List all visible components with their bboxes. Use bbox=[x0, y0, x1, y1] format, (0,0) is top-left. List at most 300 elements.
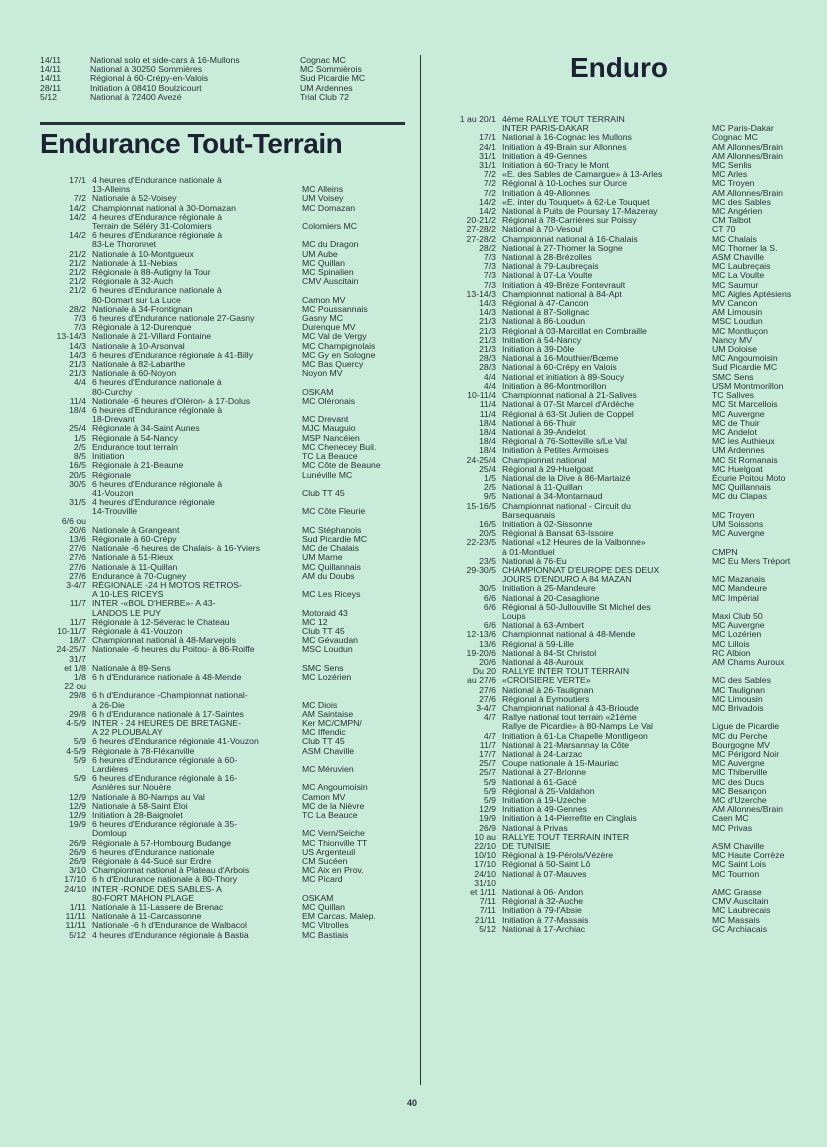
event-date: 5/9 bbox=[483, 776, 496, 787]
event-name: Initiation bbox=[92, 452, 125, 462]
event-row bbox=[40, 921, 407, 930]
event-row bbox=[40, 369, 407, 378]
event-name: Régional à 19-Pérols/Vézère bbox=[502, 851, 614, 861]
event-club: US Argenteuil bbox=[302, 847, 356, 857]
event-club: MC Auvergne bbox=[712, 759, 765, 769]
event-club: SMC Sens bbox=[302, 663, 344, 673]
event-row bbox=[40, 332, 407, 341]
event-date: 10 au bbox=[474, 831, 496, 842]
event-row bbox=[40, 517, 407, 526]
event-row bbox=[40, 185, 407, 194]
event-club bbox=[712, 566, 822, 575]
event-name: 6 heures d'Endurance nationale 27-Gasny bbox=[92, 314, 255, 324]
event-club: MC Taulignan bbox=[712, 685, 765, 695]
event-date: 10-11/4 bbox=[467, 390, 496, 401]
event-date: 27-28/2 bbox=[466, 224, 496, 235]
event-date: 11/4 bbox=[479, 408, 496, 419]
event-name: Nationale à 11-Quillan bbox=[92, 562, 178, 572]
event-name: National à 34-Montarnaud bbox=[502, 492, 603, 502]
event-date: 7/3 bbox=[483, 252, 496, 263]
event-date: 13/6 bbox=[479, 638, 496, 649]
event-club: Cognac MC bbox=[300, 56, 346, 65]
event-row bbox=[40, 572, 407, 581]
event-date: 29/8 bbox=[69, 708, 86, 719]
event-name: National à 17-Archiac bbox=[502, 924, 586, 934]
event-date: 10-11/7 bbox=[57, 625, 86, 636]
event-club: UM Ardennes bbox=[300, 83, 353, 93]
event-club: MC Angoumoisin bbox=[302, 783, 368, 793]
event-date: 25/7 bbox=[479, 767, 496, 778]
event-date: 20/6 bbox=[479, 656, 496, 667]
event-date: 21/2 bbox=[69, 285, 86, 296]
event-date: 13-14/3 bbox=[466, 288, 496, 299]
event-row bbox=[40, 765, 407, 774]
event-row bbox=[40, 231, 407, 240]
event-date: 24/10 bbox=[474, 868, 496, 879]
event-club: USM Montmorillon bbox=[712, 381, 784, 391]
event-name: National à 72400 Avezé bbox=[90, 92, 182, 102]
event-club bbox=[712, 502, 822, 511]
event-name: National à 11-Quillan bbox=[502, 483, 583, 493]
event-club: MC Iffendic bbox=[302, 728, 346, 738]
event-club: Nancy MV bbox=[712, 335, 753, 345]
event-name: 4 heures d'Endurance régionale à bbox=[92, 212, 223, 222]
event-row bbox=[40, 673, 407, 682]
event-date: 23/5 bbox=[479, 555, 496, 566]
event-date: 5/9 bbox=[73, 754, 86, 765]
event-club: MC d'Uzerche bbox=[712, 796, 767, 806]
event-date: 4/7 bbox=[483, 730, 496, 741]
event-name: Championnat national à 48-Marvejols bbox=[92, 636, 236, 646]
event-date: 14/2 bbox=[69, 202, 86, 213]
event-club bbox=[712, 833, 822, 842]
event-row bbox=[40, 535, 407, 544]
event-club: MC Stéphanois bbox=[302, 525, 362, 535]
event-row bbox=[40, 737, 407, 746]
event-club: MC Quillannais bbox=[302, 562, 361, 572]
event-date: 5/9 bbox=[73, 773, 86, 784]
event-date: 14/3 bbox=[69, 340, 86, 351]
event-name: 6 heures d'Endurance régionale à bbox=[92, 231, 223, 241]
event-date: 21/2 bbox=[69, 248, 86, 259]
event-name: Régionale à 34-Saint Aunes bbox=[92, 424, 200, 434]
event-name: Régionale à 44-Sucé sur Erdre bbox=[92, 857, 212, 867]
event-name: Championnat national bbox=[502, 455, 587, 465]
event-name: Initiation à 49-Gennes bbox=[502, 151, 588, 161]
event-name: National à 86-Loudun bbox=[502, 317, 586, 327]
event-club: Camon MV bbox=[302, 792, 346, 802]
event-club bbox=[302, 691, 407, 700]
event-club: MC Angérien bbox=[712, 207, 763, 217]
event-name: Régional à 78-Carrières sur Poissy bbox=[502, 216, 637, 226]
event-club bbox=[302, 581, 407, 590]
event-club: MC Bastiais bbox=[302, 930, 349, 940]
event-row bbox=[432, 603, 822, 612]
event-name: Terrain de Séléry 31-Colomiers bbox=[92, 222, 212, 232]
event-row bbox=[40, 581, 407, 590]
event-row bbox=[432, 538, 822, 547]
event-club: MC Thomer la S. bbox=[712, 243, 778, 253]
event-row bbox=[40, 250, 407, 259]
event-date: 19-20/6 bbox=[466, 647, 496, 658]
event-date: 30/5 bbox=[69, 478, 86, 489]
event-name: Initiation à 08410 Boulzicourt bbox=[90, 83, 202, 93]
event-name: Nationale à 82-Labarthe bbox=[92, 360, 186, 370]
event-name: National à 16-Cognac les Mullons bbox=[502, 133, 632, 143]
event-name: INTER -RONDE DES SABLES- A bbox=[92, 884, 222, 894]
event-row bbox=[40, 544, 407, 553]
event-name: Nationale à 11-Lassere de Brenac bbox=[92, 903, 224, 913]
event-date: 24-25/4 bbox=[466, 454, 496, 465]
event-row bbox=[40, 286, 407, 295]
event-date: 3-4/7 bbox=[66, 579, 86, 590]
event-name: Nationale à 11-Nebias bbox=[92, 258, 178, 268]
event-name: Initiation à 39-Dôle bbox=[502, 345, 575, 355]
event-date: 11/7 bbox=[69, 616, 86, 627]
event-club: UM Doloise bbox=[712, 345, 757, 355]
event-date: 12/9 bbox=[479, 804, 496, 815]
event-date: 7/3 bbox=[483, 270, 496, 281]
event-club: MSC Loudun bbox=[712, 317, 763, 327]
event-club bbox=[302, 756, 407, 765]
event-name: A 22 PLOUBALAY bbox=[92, 728, 163, 738]
event-name: National à 60-Crépy en Valois bbox=[502, 363, 617, 373]
event-club: UM Marne bbox=[302, 553, 343, 563]
event-club: UM Soissons bbox=[712, 519, 764, 529]
event-date: 22/10 bbox=[474, 841, 496, 852]
event-club: MC St Marcellois bbox=[712, 400, 778, 410]
event-name: Nationale à Grangeant bbox=[92, 525, 180, 535]
event-club: MC Privas bbox=[712, 823, 753, 833]
event-date: 17/1 bbox=[479, 132, 496, 143]
event-club bbox=[712, 713, 822, 722]
event-name: National à 06- Andon bbox=[502, 888, 584, 898]
event-club: CMV Auscitain bbox=[712, 897, 769, 907]
event-row bbox=[40, 240, 407, 249]
event-name: Nationale à 80-Namps au Val bbox=[92, 792, 205, 802]
event-club bbox=[302, 885, 407, 894]
event-club: AMC Grasse bbox=[712, 888, 762, 898]
event-date: 26/9 bbox=[69, 856, 86, 867]
event-date: 31/5 bbox=[69, 497, 86, 508]
event-row bbox=[40, 204, 407, 213]
event-date: 28/3 bbox=[479, 353, 496, 364]
event-row bbox=[40, 498, 407, 507]
event-club bbox=[712, 603, 822, 612]
event-name: Initiation à 86-Montmorillon bbox=[502, 381, 607, 391]
event-name: 6 h d'Endurance nationale à 48-Mende bbox=[92, 672, 242, 682]
event-club: MC Andelot bbox=[712, 427, 757, 437]
event-club: Durenque MV bbox=[302, 323, 356, 333]
event-date: 28/11 bbox=[40, 82, 62, 93]
event-name: Initiation à 49-Brain sur Allonnes bbox=[502, 142, 627, 152]
event-club: MC Saumur bbox=[712, 280, 759, 290]
event-name: Régionale à 21-Beaune bbox=[92, 461, 184, 471]
event-date: 21/3 bbox=[69, 368, 86, 379]
event-name: «E. des Sables de Camargue» à 13-Arles bbox=[502, 170, 663, 180]
event-club: CT 70 bbox=[712, 225, 736, 235]
event-club: UM Voisey bbox=[302, 194, 344, 204]
event-date: 3-4/7 bbox=[476, 703, 496, 713]
event-date: 14/11 bbox=[40, 73, 62, 84]
event-row bbox=[40, 342, 407, 351]
event-name: Initiation à 49-Gennes bbox=[502, 805, 588, 815]
event-name: Championnat national à 30-Domazan bbox=[92, 203, 236, 213]
event-club: MC de Thuir bbox=[712, 418, 760, 428]
event-date: 11/7 bbox=[479, 739, 496, 750]
event-club: MC Aigles Aptésiens bbox=[712, 289, 792, 299]
event-club: Motoraid 43 bbox=[302, 608, 348, 618]
top-event-list bbox=[40, 56, 400, 102]
event-row bbox=[40, 56, 400, 65]
event-date: 18/4 bbox=[479, 417, 496, 428]
event-row bbox=[40, 875, 407, 884]
event-club: TC La Beauce bbox=[302, 811, 358, 821]
event-name: Initiation à 14-Pierrefite en Cinglais bbox=[502, 814, 637, 824]
event-date: 20-21/2 bbox=[466, 215, 496, 226]
event-row bbox=[40, 489, 407, 498]
event-date: 6/6 bbox=[483, 620, 496, 631]
event-club: MC Massais bbox=[712, 915, 760, 925]
event-name: Régional à 47-Cancon bbox=[502, 299, 589, 309]
event-name: INTER - 24 HEURES DE BRETAGNE- bbox=[92, 718, 241, 728]
event-date: 31/1 bbox=[479, 150, 496, 161]
event-date: 19/9 bbox=[69, 819, 86, 830]
event-name: National à 39-Andelot bbox=[502, 427, 586, 437]
event-club: MC Troyen bbox=[712, 179, 755, 189]
event-name: Lardières bbox=[92, 765, 129, 774]
event-name: Initiation à 54-Nancy bbox=[502, 335, 582, 345]
event-club: Lunéville MC bbox=[302, 470, 353, 480]
event-club: MC Drevant bbox=[302, 415, 349, 425]
event-club: MC de la Nièvre bbox=[302, 801, 365, 811]
event-club: MC Les Riceys bbox=[302, 590, 361, 600]
event-club: MC Impérial bbox=[712, 593, 759, 603]
event-row bbox=[40, 811, 407, 820]
event-name: National à 27-Thomer la Sogne bbox=[502, 243, 623, 253]
event-club: MC Chalais bbox=[712, 234, 757, 244]
event-name: Régionale bbox=[92, 470, 132, 480]
event-row bbox=[40, 931, 407, 940]
event-date: 12/9 bbox=[69, 800, 86, 811]
event-club: Trial Club 72 bbox=[300, 92, 349, 102]
section-title-endurance: Endurance Tout-Terrain bbox=[40, 128, 343, 159]
event-name: 6 heures d'Endurance nationale bbox=[92, 847, 215, 857]
event-row bbox=[40, 590, 407, 599]
event-name: Nationale à 10-Montgueux bbox=[92, 249, 194, 259]
event-name: National de la Dive à 86-Martaizé bbox=[502, 473, 631, 483]
event-club: MC Côte Fleurie bbox=[302, 507, 366, 517]
event-club: Club TT 45 bbox=[302, 626, 345, 636]
event-name: Nationale à 34-Frontignan bbox=[92, 304, 193, 314]
event-club: AM Limousin bbox=[712, 308, 763, 318]
event-row bbox=[40, 682, 407, 691]
event-date: 13/6 bbox=[69, 533, 86, 544]
event-club: MC Mazanais bbox=[712, 575, 766, 585]
page-number: 40 bbox=[407, 1098, 418, 1108]
event-date: 10/10 bbox=[474, 850, 496, 861]
event-club: MC Chenecey Buil. bbox=[302, 442, 377, 452]
event-date: 5/12 bbox=[40, 91, 57, 102]
event-name: 6 h d'Endurance -Championnat national- bbox=[92, 691, 248, 701]
event-date: 18/4 bbox=[479, 426, 496, 437]
event-name bbox=[92, 517, 302, 526]
event-row bbox=[40, 406, 407, 415]
event-club: MC Lozérien bbox=[712, 630, 762, 640]
event-name: 6 h d'Endurance nationale à 80-Thory bbox=[92, 875, 238, 885]
event-row bbox=[40, 434, 407, 443]
section-rule bbox=[40, 122, 405, 125]
event-date: 26/9 bbox=[69, 846, 86, 857]
event-row bbox=[40, 213, 407, 222]
event-date: 18/4 bbox=[479, 445, 496, 456]
event-row bbox=[40, 710, 407, 719]
event-name: 6 heures d'Endurance régionale à 35- bbox=[92, 820, 238, 830]
event-name: Nationale -6 h d'Endurance de Walbacol bbox=[92, 921, 247, 931]
event-club: Cognac MC bbox=[712, 133, 758, 143]
event-club: MV Cancon bbox=[712, 299, 758, 309]
event-club: MC Brivadois bbox=[712, 704, 764, 713]
event-name: Nationale à 11-Carcassonne bbox=[92, 912, 202, 922]
event-club: MC Sommièrois bbox=[300, 65, 362, 75]
event-row bbox=[432, 115, 822, 124]
event-club: MC les Authieux bbox=[712, 437, 775, 447]
event-name: INTER -«BOL D'HERBE»- A 43- bbox=[92, 599, 216, 609]
event-name: National à 07-St Marcel d'Ardèche bbox=[502, 400, 635, 410]
event-date: 14/2 bbox=[479, 206, 496, 217]
event-name bbox=[92, 655, 302, 664]
event-date: 14/11 bbox=[40, 55, 62, 65]
event-date: 4/4 bbox=[483, 380, 496, 391]
event-row bbox=[40, 277, 407, 286]
event-row bbox=[40, 378, 407, 387]
event-club: Ker MC/CMPN/ bbox=[302, 718, 362, 728]
event-name: Championnat national à 16-Chalais bbox=[502, 234, 638, 244]
event-name: 83-Le Thoronnet bbox=[92, 240, 157, 250]
event-club: UM Ardennes bbox=[712, 446, 765, 456]
event-row bbox=[40, 719, 407, 728]
event-name: Endurance tout terrain bbox=[92, 442, 178, 452]
event-date: 11/4 bbox=[69, 395, 86, 406]
event-club: MC St Romanais bbox=[712, 455, 778, 465]
event-date: 17/1 bbox=[69, 175, 86, 185]
event-name: 80-Curchy bbox=[92, 387, 133, 397]
event-club: AM Allonnes/Brain bbox=[712, 188, 783, 198]
event-row bbox=[40, 268, 407, 277]
event-row bbox=[40, 645, 407, 654]
event-club: OSKAM bbox=[302, 893, 334, 903]
event-date: 26/9 bbox=[479, 822, 496, 833]
event-club: CMV Auscitain bbox=[302, 277, 359, 287]
event-club bbox=[302, 682, 407, 691]
event-name: National à Puits de Poursay 17-Mazeray bbox=[502, 207, 658, 217]
event-club: AM Allonnes/Brain bbox=[712, 805, 783, 815]
event-name: Régional à 25-Valdahon bbox=[502, 786, 595, 796]
section-title-enduro: Enduro bbox=[570, 52, 668, 83]
event-date: 7/3 bbox=[73, 322, 86, 333]
event-row bbox=[40, 894, 407, 903]
event-date: 15-16/5 bbox=[466, 500, 496, 511]
event-club: TC La Beauce bbox=[302, 452, 358, 462]
event-date: 14/3 bbox=[479, 298, 496, 309]
event-club: Écurie Poitou Moto bbox=[712, 473, 786, 483]
event-club: Camon MV bbox=[302, 295, 346, 305]
event-name: Initiation à 02-Sissonne bbox=[502, 519, 593, 529]
event-name: National à 28-Brézolles bbox=[502, 253, 592, 263]
event-club: EM Carcas. Malep. bbox=[302, 912, 376, 922]
event-name: Régional à 76-Sotteville s/Le Val bbox=[502, 437, 627, 447]
event-name: 6 heures d'Endurance régionale 41-Vouzon bbox=[92, 737, 259, 747]
event-club: MC des Sables bbox=[712, 197, 771, 207]
event-club bbox=[302, 774, 407, 783]
event-row bbox=[40, 194, 407, 203]
event-club bbox=[302, 820, 407, 829]
event-club: Sud Picardie MC bbox=[712, 363, 778, 373]
event-club bbox=[302, 599, 407, 608]
event-date: 7/2 bbox=[483, 178, 496, 189]
endurance-event-list bbox=[40, 176, 407, 940]
event-date: 4/4 bbox=[483, 371, 496, 382]
event-club: MC Gy en Sologne bbox=[302, 350, 376, 360]
event-row bbox=[40, 691, 407, 700]
event-club: MC Val de Vergy bbox=[302, 332, 367, 342]
event-date: 14/3 bbox=[69, 349, 86, 360]
event-name: Régional à 03-Marcillat en Combraille bbox=[502, 326, 647, 336]
event-name: 18-Drevant bbox=[92, 415, 135, 425]
event-date: 3/10 bbox=[69, 865, 86, 876]
event-date: 1/8 bbox=[73, 671, 86, 682]
event-name: Nationale à 51-Rieux bbox=[92, 553, 174, 563]
event-date: 22-23/5 bbox=[466, 537, 496, 548]
event-club: MC Périgord Noir bbox=[712, 750, 780, 760]
event-date: 1 au 20/1 bbox=[459, 114, 496, 124]
event-date: 7/3 bbox=[73, 313, 86, 324]
event-date: 27/6 bbox=[479, 693, 496, 704]
event-row bbox=[40, 305, 407, 314]
event-club: Caen MC bbox=[712, 814, 749, 824]
event-date: 12/9 bbox=[69, 791, 86, 802]
event-date: 6/6 bbox=[483, 601, 496, 612]
event-row bbox=[40, 903, 407, 912]
event-date: 7/11 bbox=[479, 896, 496, 907]
event-name: Initiation à 49-Allonnes bbox=[502, 188, 590, 198]
event-date: 11/11 bbox=[65, 911, 86, 922]
event-row bbox=[40, 802, 407, 811]
event-date: 26/9 bbox=[69, 837, 86, 848]
event-club: MC Vern/Seiche bbox=[302, 829, 365, 839]
event-date: 25/4 bbox=[69, 423, 86, 434]
event-date: 6/6 ou bbox=[61, 515, 86, 526]
event-date: 12-13/6 bbox=[466, 629, 496, 640]
event-name bbox=[92, 682, 302, 691]
event-name: Initiation à 28-Baignolet bbox=[92, 811, 183, 821]
event-name: Régionale à 12-Durenque bbox=[92, 323, 192, 333]
event-club: MC Alleins bbox=[302, 185, 344, 195]
event-name: National à 24-Larzac bbox=[502, 750, 583, 760]
event-name: National à 70-Vesoul bbox=[502, 225, 583, 235]
event-name: A 10-LES RICEYS bbox=[92, 590, 164, 600]
event-row bbox=[40, 793, 407, 802]
event-club: Noyon MV bbox=[302, 369, 343, 379]
event-date: 27-28/2 bbox=[466, 233, 496, 244]
event-name bbox=[502, 879, 712, 888]
event-date: 5/12 bbox=[479, 923, 496, 934]
event-date: 4-5/9 bbox=[66, 745, 86, 756]
event-date: 7/3 bbox=[483, 261, 496, 272]
event-row bbox=[40, 452, 407, 461]
event-date: 29-30/5 bbox=[466, 564, 496, 575]
event-row bbox=[40, 480, 407, 489]
